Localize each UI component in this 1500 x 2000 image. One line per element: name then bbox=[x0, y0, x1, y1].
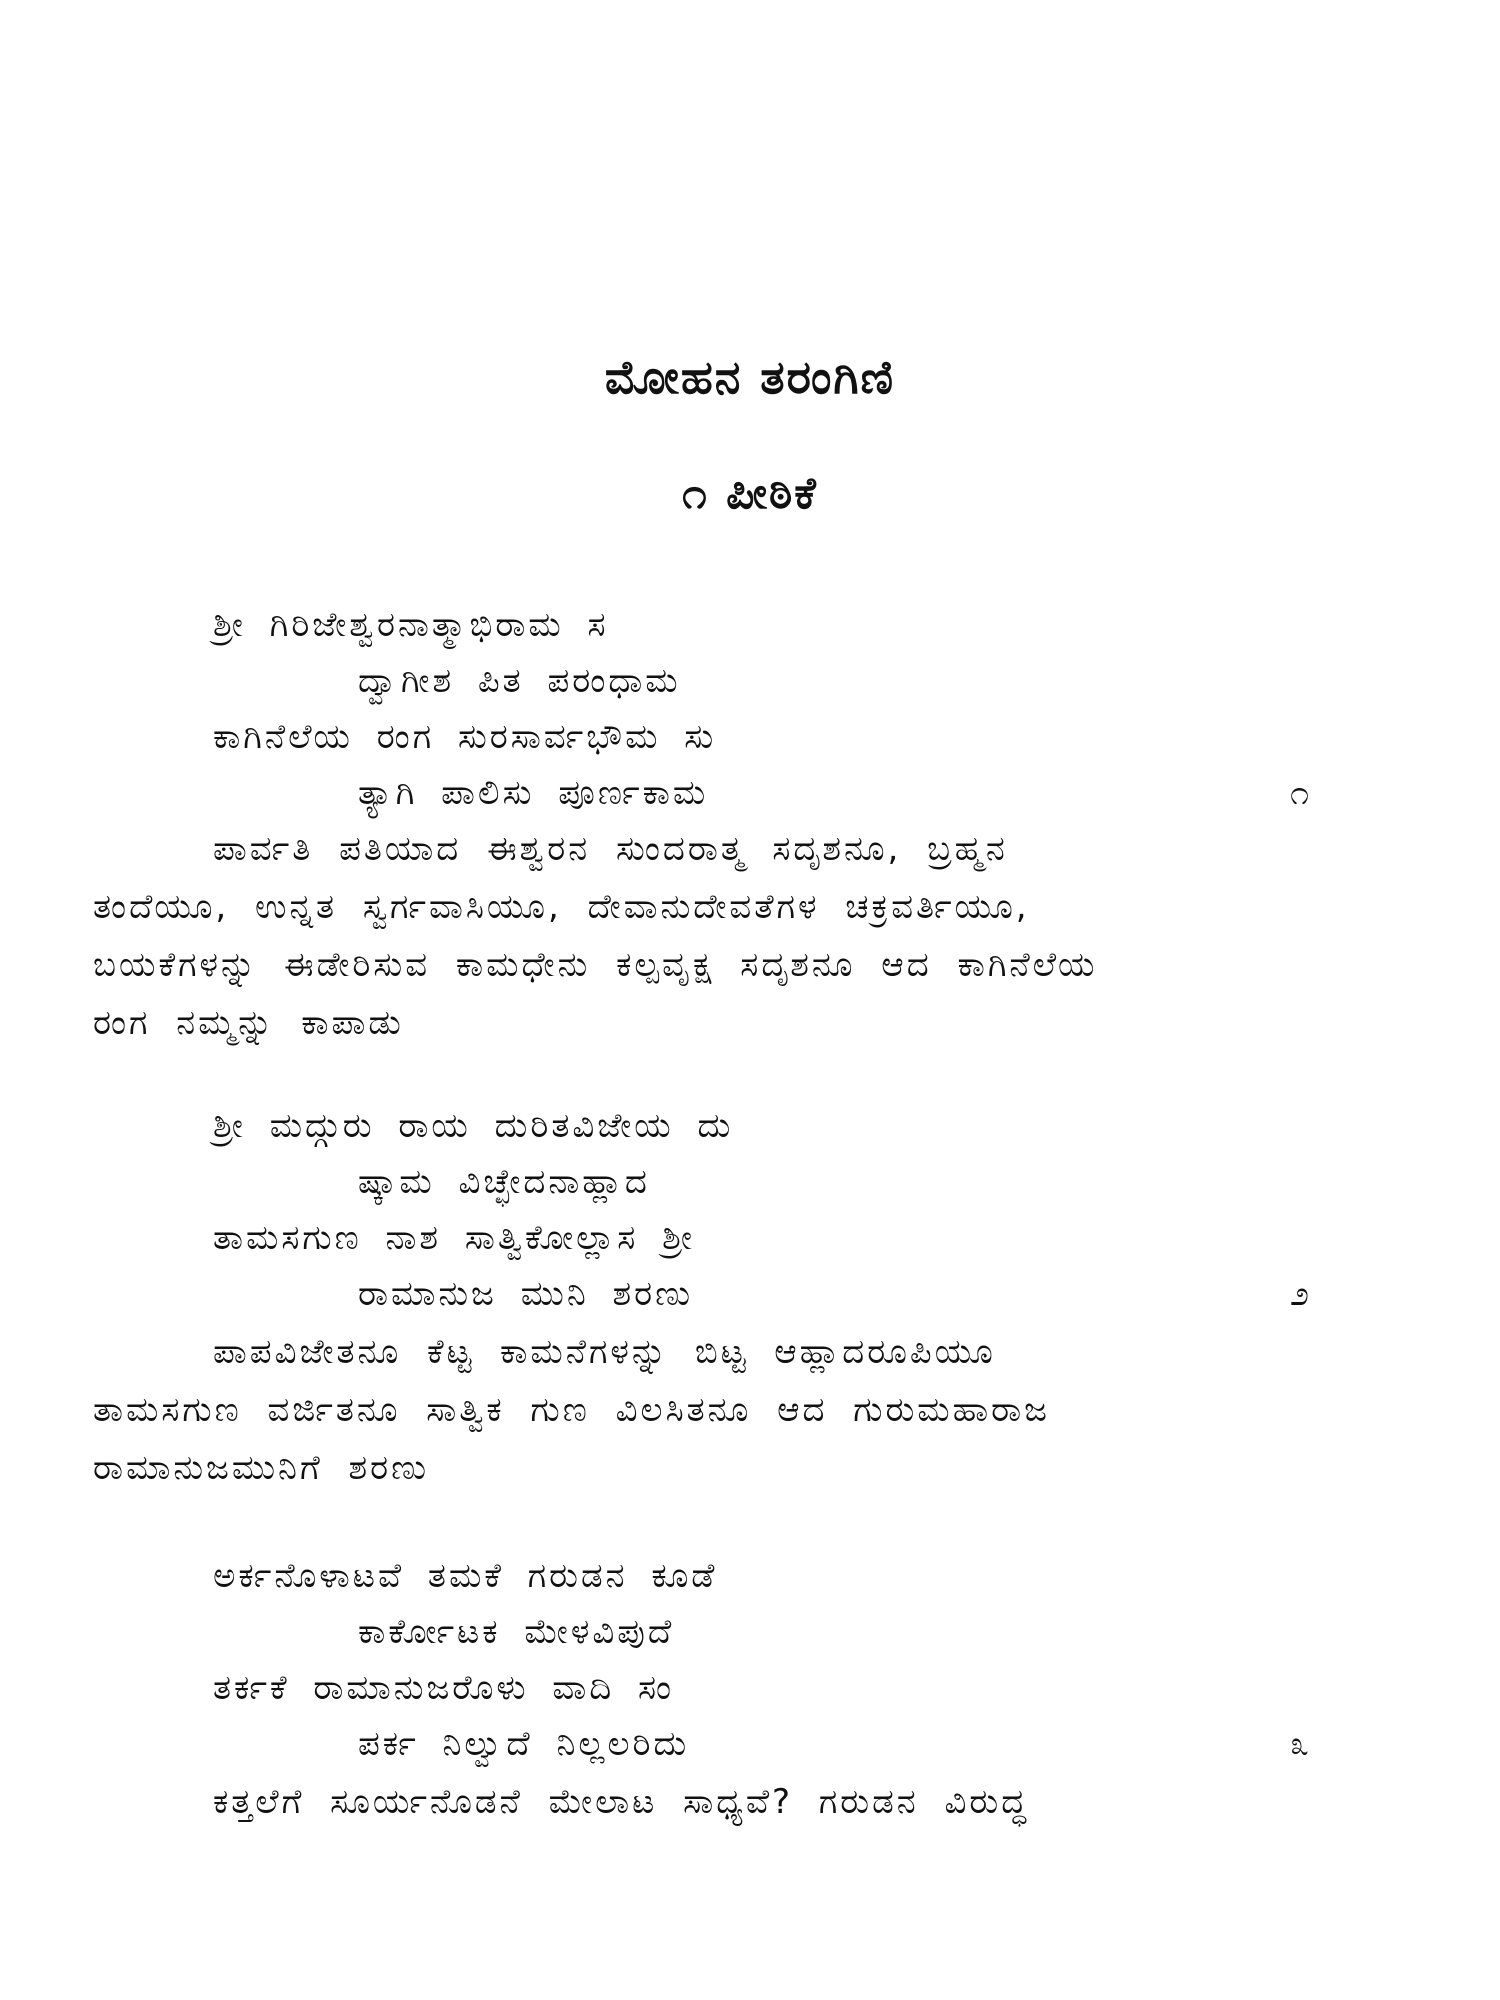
verse-line: ದ್ವಾಗೀಶ ಪಿತ ಪರಂಧಾಮ bbox=[358, 661, 681, 701]
verse-line: ಶ್ರೀ ಗಿರಿಜೇಶ್ವರನಾತ್ಮಾಭಿರಾಮ ಸ bbox=[213, 605, 609, 645]
verse-number: ೧ bbox=[1290, 773, 1310, 813]
meaning-line: ರಾಮಾನುಜಮುನಿಗೆ ಶರಣು bbox=[93, 1448, 430, 1488]
verse-line: ಕಾಗಿನೆಲೆಯ ರಂಗ ಸುರಸಾರ್ವಭೌಮ ಸು bbox=[213, 717, 717, 757]
meaning-line: ರಂಗ ನಮ್ಮನ್ನು ಕಾಪಾಡು bbox=[93, 1003, 404, 1043]
meaning-line: ಬಯಕೆಗಳನ್ನು ಈಡೇರಿಸುವ ಕಾಮಧೇನು ಕಲ್ಪವೃಕ್ಷ ಸದೃಶನೂ ಆದ ಕಾಗಿನೆಲೆಯ bbox=[93, 945, 1098, 985]
page-title: ಮೋಹನ ತರಂಗಿಣಿ bbox=[604, 350, 896, 404]
meaning-line: ಪಾಪವಿಜೇತನೂ ಕೆಟ್ಟ ಕಾಮನೆಗಳನ್ನು ಬಿಟ್ಟ ಆಹ್ಲಾದರೂಪಿಯೂ bbox=[213, 1332, 996, 1372]
verse-number: ೩ bbox=[1290, 1724, 1310, 1764]
verse-line: ತ್ಯಾಗಿ ಪಾಲಿಸು ಪೂರ್ಣಕಾಮ bbox=[358, 773, 709, 813]
meaning-line: ಕತ್ತಲೆಗೆ ಸೂರ್ಯನೊಡನೆ ಮೇಲಾಟ ಸಾಧ್ಯವೆ? ಗರುಡನ ವಿರುದ್ಧ bbox=[213, 1782, 1029, 1822]
verse-line: ರಾಮಾನುಜ ಮುನಿ ಶರಣು bbox=[358, 1274, 694, 1314]
verse-line: ಷ್ಕಾಮ ವಿಚ್ಛೇದನಾಹ್ಲಾದ bbox=[358, 1162, 650, 1202]
verse-line: ಪರ್ಕ ನಿಲ್ವುದೆ ನಿಲ್ಲಲರಿದು bbox=[358, 1724, 690, 1764]
chapter-heading: ೧ ಪೀಠಿಕೆ bbox=[682, 468, 818, 519]
meaning-line: ತಾಮಸಗುಣ ವರ್ಜಿತನೂ ಸಾತ್ವಿಕ ಗುಣ ವಿಲಸಿತನೂ ಆದ ಗುರುಮಹಾರಾಜ bbox=[93, 1390, 1051, 1430]
meaning-line: ಪಾರ್ವತಿ ಪತಿಯಾದ ಈಶ್ವರನ ಸುಂದರಾತ್ಮ ಸದೃಶನೂ, ಬ್ರಹ್ಮನ bbox=[213, 829, 1008, 869]
verse-line: ಅರ್ಕನೊಳಾಟವೆ ತಮಕೆ ಗರುಡನ ಕೂಡೆ bbox=[213, 1556, 718, 1596]
verse-line: ತರ್ಕಕೆ ರಾಮಾನುಜರೊಳು ವಾದಿ ಸಂ bbox=[213, 1668, 675, 1708]
verse-number: ೨ bbox=[1290, 1274, 1310, 1314]
verse-line: ತಾಮಸಗುಣ ನಾಶ ಸಾತ್ವಿಕೋಲ್ಲಾಸ ಶ್ರೀ bbox=[213, 1218, 696, 1258]
verse-line: ಶ್ರೀ ಮದ್ಗುರು ರಾಯ ದುರಿತವಿಜೇಯ ದು bbox=[213, 1106, 734, 1146]
meaning-line: ತಂದೆಯೂ, ಉನ್ನತ ಸ್ವರ್ಗವಾಸಿಯೂ, ದೇವಾನುದೇವತೆಗಳ ಚಕ್ರವರ್ತಿಯೂ, bbox=[93, 887, 1030, 927]
verse-line: ಕಾರ್ಕೋಟಕ ಮೇಳವಿಪುದೆ bbox=[358, 1612, 675, 1652]
